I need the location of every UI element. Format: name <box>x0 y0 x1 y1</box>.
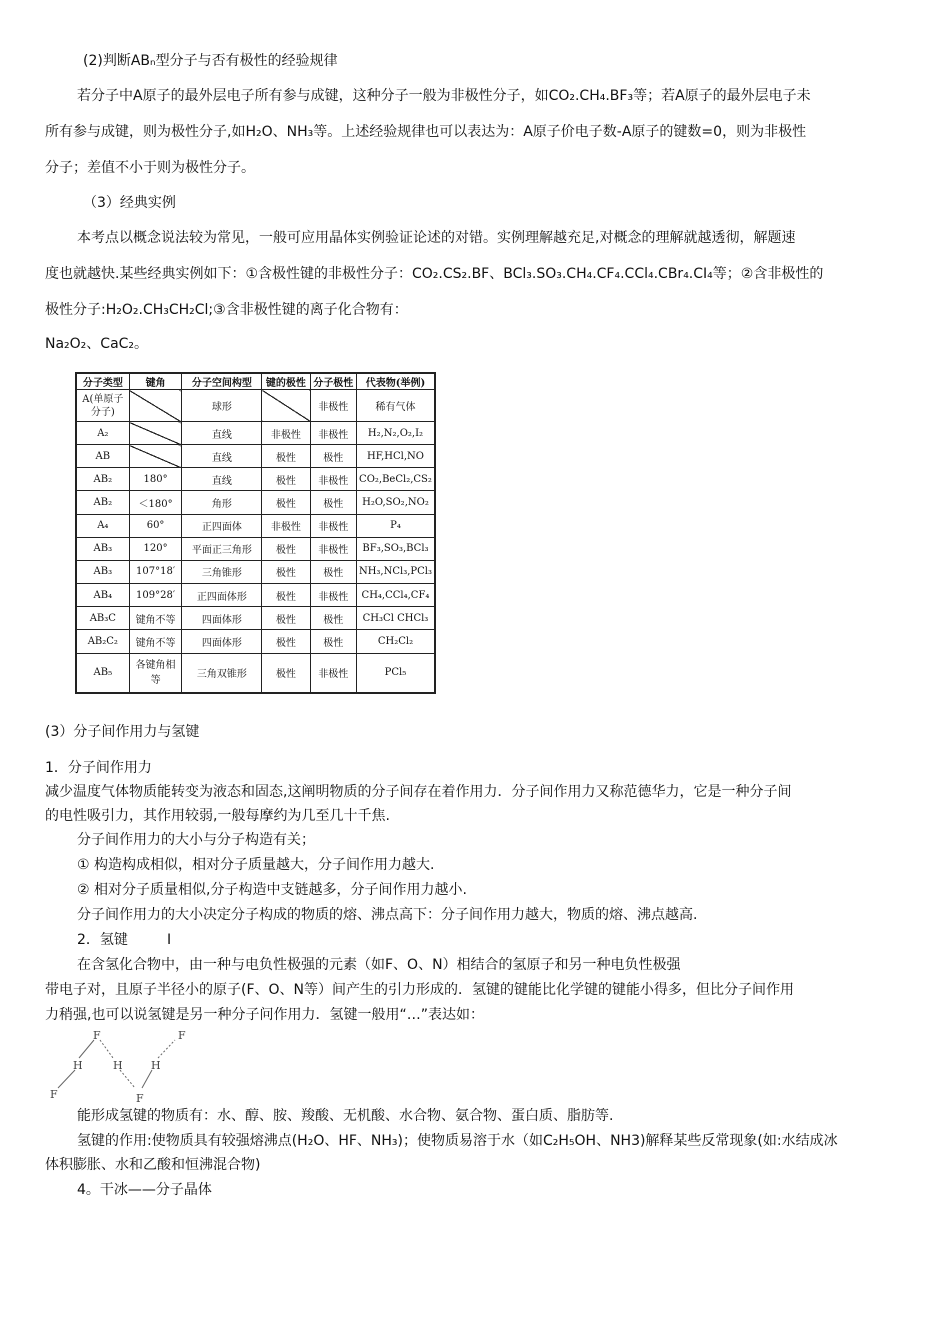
table-cell: NH₃,NCl₃,PCl₃ <box>356 560 435 583</box>
table-header-cell: 代表物(举例) <box>356 373 435 390</box>
table-cell: H₂O,SO₂,NO₂ <box>356 491 435 514</box>
table-cell: 极性 <box>310 445 356 468</box>
atom-label: F <box>136 1092 144 1105</box>
table-cell: ＜180° <box>129 491 182 514</box>
table-row <box>76 583 435 606</box>
bond-line <box>142 1070 152 1088</box>
table-cell: 极性 <box>262 468 310 491</box>
section3-paragraph-line3: 极性分子:H₂O₂.CH₃CH₂Cl;③含非极性键的离子化合物有： <box>45 302 408 318</box>
table-cell: CO₂,BeCl₂,CS₂ <box>356 468 435 491</box>
hbond-dots <box>100 1040 113 1058</box>
hbond-paragraph-line1: 在含氢化合物中，由一种与电负性极强的元素（如F、O、N）相结合的氢原子和另一种电负性极强 <box>77 957 681 973</box>
table-row <box>76 607 435 630</box>
table-cell: BF₃,SO₃,BCl₃ <box>356 537 435 560</box>
subsection-intermolecular-force: 1．分子间作用力 <box>45 760 152 776</box>
section3-paragraph-line2: 度也就越快.某些经典实例如下：①含极性键的非极性分子：CO₂.CS₂.BF、BCl₃.SO₃.CH₄.CF₄.CCl₄.CBr₄.CI₄等；②含非极性的 <box>45 266 824 282</box>
atom-label: H <box>113 1059 123 1072</box>
table-cell: 极性 <box>262 630 310 653</box>
table-cell: AB₂ <box>76 491 129 514</box>
table-cell: 非极性 <box>262 422 310 445</box>
table-cell: AB₄ <box>76 583 129 606</box>
table-cell: 非极性 <box>310 653 356 693</box>
table-cell: 120° <box>129 537 182 560</box>
table-cell: PCl₅ <box>356 653 435 693</box>
section4-paragraph-boiling: 分子间作用力的大小决定分子构成的物质的熔、沸点高下：分子间作用力越大，物质的熔、沸点越高. <box>77 907 698 923</box>
table-cell: 极性 <box>262 560 310 583</box>
table-row <box>76 468 435 491</box>
table-row <box>76 445 435 468</box>
table-cell: 非极性 <box>310 422 356 445</box>
table-row <box>76 390 435 422</box>
section3-paragraph-line4: Na₂O₂、CaC₂。 <box>45 336 149 352</box>
table-cell: 非极性 <box>310 468 356 491</box>
atom-label: F <box>93 1030 101 1042</box>
hbond-substances: 能形成氢键的物质有：水、醇、胺、羧酸、无机酸、水合物、氨合物、蛋白质、脂肪等. <box>77 1108 614 1124</box>
atom-label: F <box>178 1030 186 1042</box>
section3-heading: （3）经典实例 <box>83 195 176 211</box>
table-cell-blank <box>129 445 182 468</box>
table-header-cell: 分子空间构型 <box>182 373 262 390</box>
table-cell: 三角锥形 <box>182 560 262 583</box>
table-cell: 四面体形 <box>182 630 262 653</box>
table-cell: 直线 <box>182 422 262 445</box>
table-cell: 角形 <box>182 491 262 514</box>
table-cell: 键角不等 <box>129 607 182 630</box>
table-cell: 极性 <box>262 583 310 606</box>
table-cell: 键角不等 <box>129 630 182 653</box>
table-cell: 平面正三角形 <box>182 537 262 560</box>
table-cell-blank <box>262 390 310 422</box>
molecule-polarity-table <box>75 372 436 694</box>
subsection-hydrogen-bond: 2．氢键 <box>77 932 128 948</box>
subsection-dry-ice: 4。干冰——分子晶体 <box>77 1182 212 1198</box>
table-cell: AB₃ <box>76 560 129 583</box>
table-cell: 非极性 <box>262 514 310 537</box>
table-cell: 极性 <box>262 653 310 693</box>
section4-paragraph-line1: 减少温度气体物质能转变为液态和固态,这阐明物质的分子间存在着作用力．分子间作用力又称范德华力，它是一种分子间 <box>45 784 792 800</box>
bond-line <box>79 1040 94 1058</box>
table-cell: 三角双锥形 <box>182 653 262 693</box>
table-cell-blank <box>129 422 182 445</box>
table-cell: 直线 <box>182 445 262 468</box>
table-cell: 直线 <box>182 468 262 491</box>
table-cell: 极性 <box>262 445 310 468</box>
atom-label: H <box>151 1059 161 1072</box>
bond-line <box>58 1070 75 1088</box>
table-cell: CH₄,CCl₄,CF₄ <box>356 583 435 606</box>
section2-heading: (2)判断ABₙ型分子与否有极性的经验规律 <box>83 53 338 69</box>
table-cell: 各键角相等 <box>129 653 182 693</box>
table-cell: HF,HCl,NO <box>356 445 435 468</box>
hbond-effect-line1: 氢键的作用:使物质具有较强熔沸点(H₂O、HF、NH₃)；使物质易溶于水（如C₂H₅OH、NH3)解释某些反常现象(如:水结成冰 <box>77 1133 838 1149</box>
table-row <box>76 630 435 653</box>
table-cell: CH₂Cl₂ <box>356 630 435 653</box>
table-header-cell: 键的极性 <box>262 373 310 390</box>
table-cell: AB <box>76 445 129 468</box>
section4-paragraph-structure: 分子间作用力的大小与分子构造有关； <box>77 832 315 848</box>
cursor-mark: I <box>167 932 172 948</box>
section4-heading: (3）分子间作用力与氢键 <box>45 724 200 740</box>
table-header-cell: 分子极性 <box>310 373 356 390</box>
table-cell: A(单原子分子) <box>76 390 129 422</box>
table-cell: AB₅ <box>76 653 129 693</box>
section4-rule-1: ① 构造构成相似，相对分子质量越大，分子间作用力越大. <box>77 857 435 873</box>
table-row <box>76 514 435 537</box>
table-cell: 极性 <box>310 491 356 514</box>
table-cell-blank <box>129 390 182 422</box>
table-cell: 非极性 <box>310 514 356 537</box>
table-cell: AB₃C <box>76 607 129 630</box>
atom-label: F <box>50 1088 58 1101</box>
section4-rule-2: ② 相对分子质量相似,分子构造中支链越多，分子间作用力越小. <box>77 882 467 898</box>
section4-paragraph-line2: 的电性吸引力，其作用较弱,一般每摩约为几至几十千焦. <box>45 808 390 824</box>
table-cell: A₄ <box>76 514 129 537</box>
table-cell: 极性 <box>262 607 310 630</box>
table-cell: 非极性 <box>310 537 356 560</box>
table-cell: CH₃Cl CHCl₃ <box>356 607 435 630</box>
table-cell: 107°18′ <box>129 560 182 583</box>
hbond-dots <box>120 1070 135 1088</box>
table-row <box>76 537 435 560</box>
table-row <box>76 560 435 583</box>
table-cell: 极性 <box>310 630 356 653</box>
table-header-cell: 键角 <box>129 373 182 390</box>
table-cell: 极性 <box>310 607 356 630</box>
table-cell: 极性 <box>262 537 310 560</box>
hbond-paragraph-line2: 带电子对，且原子半径小的原子(F、O、N等）间产生的引力形成的．氢键的键能比化学键的键能小得多，但比分子间作用 <box>45 982 795 998</box>
table-cell: 四面体形 <box>182 607 262 630</box>
table-row <box>76 653 435 693</box>
table-cell: AB₂C₂ <box>76 630 129 653</box>
hbond-paragraph-line3: 力稍强,也可以说氢键是另一种分子问作用力．氢键一般用“…”表达如： <box>45 1007 484 1023</box>
table-cell: 正四面体 <box>182 514 262 537</box>
table-cell: AB₂ <box>76 468 129 491</box>
table-header-row <box>76 373 435 390</box>
hbond-effect-line2: 体积膨胀、水和乙酸和恒沸混合物) <box>45 1157 261 1173</box>
table-cell: 极性 <box>310 560 356 583</box>
table-cell: 60° <box>129 514 182 537</box>
table-cell: 180° <box>129 468 182 491</box>
hydrogen-bond-diagram <box>40 1030 210 1112</box>
table-cell: 稀有气体 <box>356 390 435 422</box>
table-header-cell: 分子类型 <box>76 373 129 390</box>
table-cell: AB₃ <box>76 537 129 560</box>
table-cell: 球形 <box>182 390 262 422</box>
table-cell: 109°28′ <box>129 583 182 606</box>
table-cell: A₂ <box>76 422 129 445</box>
table-row <box>76 422 435 445</box>
section3-paragraph-line1: 本考点以概念说法较为常见，一般可应用晶体实例验证论述的对错。实例理解越充足,对概念的理解就越透彻，解题速 <box>77 230 796 246</box>
table-cell: 正四面体形 <box>182 583 262 606</box>
section2-paragraph-line2: 所有参与成键，则为极性分子,如H₂O、NH₃等。上述经验规律也可以表达为：A原子价电子数-A原子的键数=0，则为非极性 <box>45 124 807 140</box>
hbond-dots <box>158 1040 175 1058</box>
table-cell: H₂,N₂,O₂,I₂ <box>356 422 435 445</box>
table-cell: P₄ <box>356 514 435 537</box>
section2-paragraph-line3: 分子；差值不小于则为极性分子。 <box>45 160 255 176</box>
table-cell: 非极性 <box>310 583 356 606</box>
table-cell: 非极性 <box>310 390 356 422</box>
atom-label: H <box>73 1059 83 1072</box>
table-row <box>76 491 435 514</box>
section2-paragraph-line1: 若分子中A原子的最外层电子所有参与成键，这种分子一般为非极性分子，如CO₂.CH₄.BF₃等；若A原子的最外层电子未 <box>77 88 811 104</box>
table-cell: 极性 <box>262 491 310 514</box>
